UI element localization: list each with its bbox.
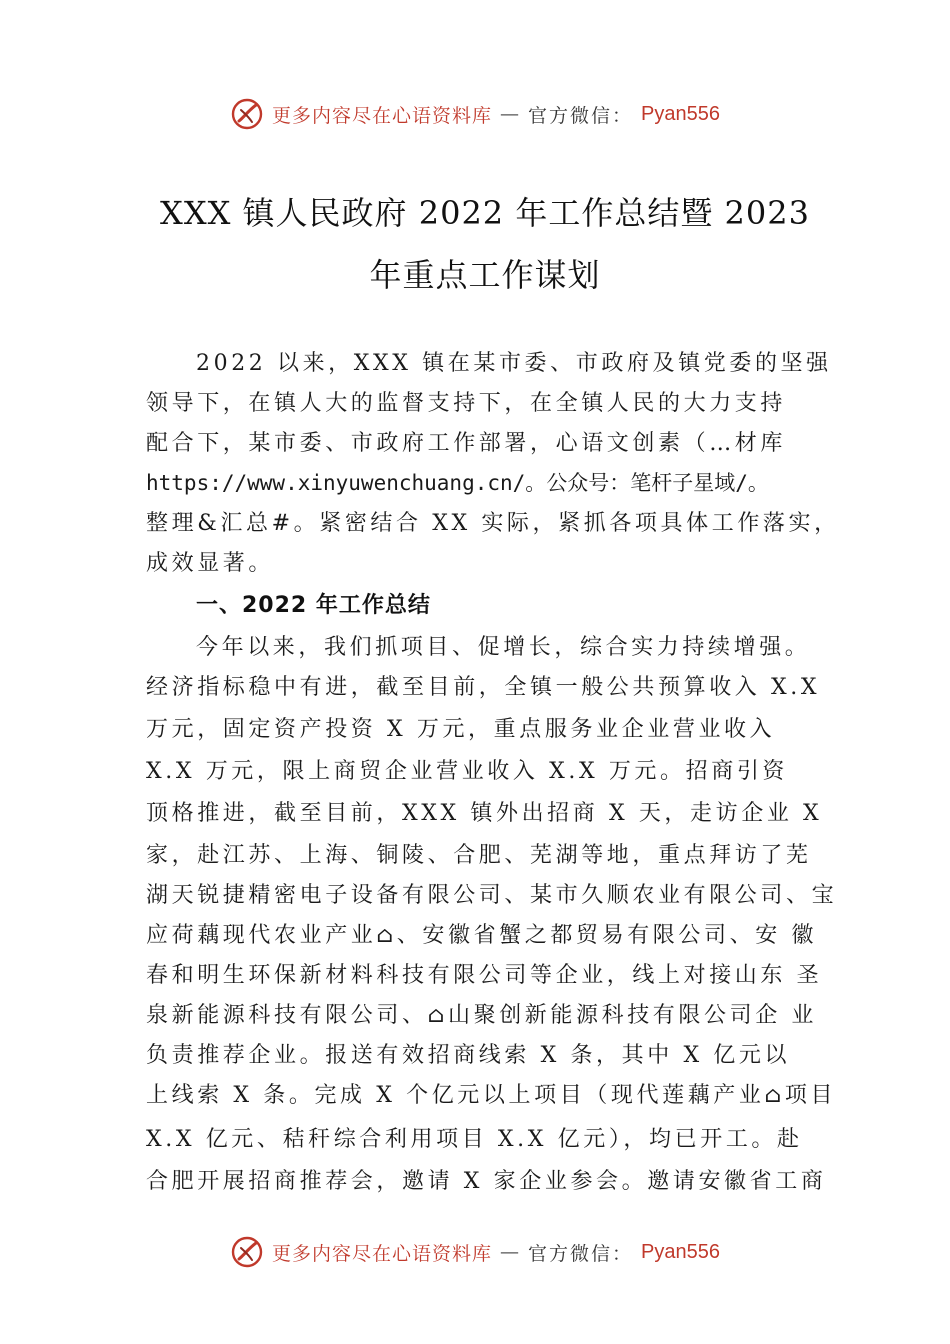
brush-logo-icon — [230, 97, 264, 131]
body-line: 经济指标稳中有进，截至目前，全镇一般公共预算收入 X.X — [146, 675, 821, 700]
body-line: 湖天锐捷精密电子设备有限公司、某市久顺农业有限公司、宝 — [146, 883, 838, 908]
banner-separator: — — [500, 103, 521, 125]
body-line: 顶格推进，截至目前，XXX 镇外出招商 X 天，走访企业 X — [146, 801, 823, 826]
banner-slogan: 更多内容尽在心语资料库 — [272, 1242, 493, 1265]
body-line: 合肥开展招商推荐会，邀请 X 家企业参会。邀请安徽省工商 — [146, 1169, 827, 1194]
banner-wechat-id: Pyan556 — [641, 102, 720, 125]
brush-logo-icon — [230, 1235, 264, 1269]
intro-line: 成效显著。 — [146, 551, 275, 576]
body-line: 泉新能源科技有限公司、⌂山聚创新能源科技有限公司企 业 — [146, 1003, 817, 1028]
banner-wechat-label: 官方微信： — [528, 1242, 634, 1265]
body-line: X.X 亿元、秸秆综合利用项目 X.X 亿元），均已开工。赴 — [146, 1127, 803, 1152]
body-line: 春和明生环保新材料科技有限公司等企业，线上对接山东 圣 — [146, 963, 823, 988]
document-title-line-2: 年重点工作谋划 — [369, 256, 601, 294]
document-title-line-1: XXX 镇人民政府 2022 年工作总结暨 2023 — [160, 194, 810, 232]
body-line: 家，赴江苏、上海、铜陵、合肥、芜湖等地，重点拜访了芜 — [146, 843, 812, 868]
body-line: 上线索 X 条。完成 X 个亿元以上项目（现代莲藕产业⌂项目 — [146, 1083, 837, 1108]
intro-line: 领导下，在镇人大的监督支持下，在全镇人民的大力支持 — [146, 391, 787, 416]
banner-slogan: 更多内容尽在心语资料库 — [272, 104, 493, 127]
banner-separator: — — [500, 1241, 521, 1263]
intro-line: 2022 以来，XXX 镇在某市委、市政府及镇党委的坚强 — [196, 351, 832, 376]
section-heading: 一、2022 年工作总结 — [196, 593, 431, 618]
intro-line: 配合下，某市委、市政府工作部署，心语文创素（…材库 — [146, 431, 787, 456]
banner-wechat-id: Pyan556 — [641, 1240, 720, 1263]
banner-wechat-label: 官方微信： — [528, 104, 634, 127]
body-line: 应荷藕现代农业产业⌂、安徽省蟹之都贸易有限公司、安 徽 — [146, 923, 817, 948]
body-line: 今年以来，我们抓项目、促增长，综合实力持续增强。 — [196, 635, 811, 660]
footer-watermark-banner — [0, 1230, 950, 1274]
body-line: 万元，固定资产投资 X 万元，重点服务业企业营业收入 — [146, 717, 776, 742]
body-line: 负责推荐企业。报送有效招商线索 X 条，其中 X 亿元以 — [146, 1043, 791, 1068]
intro-line: 整理&汇总#。紧密结合 XX 实际，紧抓各项具体工作落实， — [146, 511, 840, 536]
intro-url-line: https://www.xinyuwenchuang.cn/。公众号：笔杆子星域/。 — [146, 471, 769, 495]
header-watermark-banner — [0, 92, 950, 136]
body-line: X.X 万元，限上商贸企业营业收入 X.X 万元。招商引资 — [146, 759, 789, 784]
